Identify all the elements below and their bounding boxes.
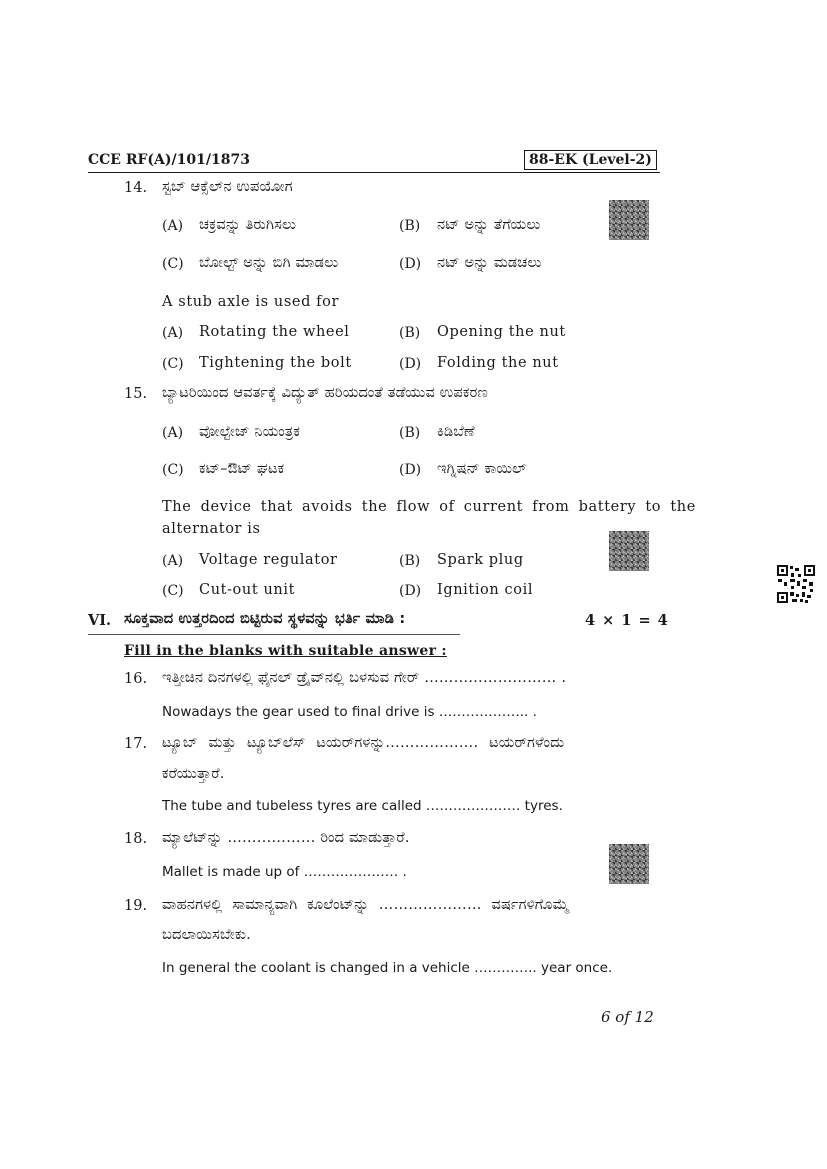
question-number-15: 15. [124,386,148,402]
q15-en-option-a-label: (A) [162,553,184,569]
question-17-kannada-line2: ಕರೆಯುತ್ತಾರೆ. [162,766,225,782]
question-number-19: 19. [124,898,148,914]
qr-code-icon [609,844,649,884]
q15-en-option-a: Voltage regulator [199,552,338,568]
question-number-14: 14. [124,180,148,196]
q15-kn-option-b: ಕಿಡಿಬೆಣೆ [437,424,475,440]
q15-en-option-b: Spark plug [437,552,524,568]
question-17-english: The tube and tubeless tyres are called ………………… tyres. [162,798,563,814]
q15-en-option-d-label: (D) [399,583,422,599]
section-rule [88,634,460,635]
question-19-kannada-line2: ಬದಲಾಯಿಸಬೇಕು. [162,927,251,943]
question-number-18: 18. [124,831,148,847]
q14-kn-option-d: ನಟ್ ಅನ್ನು ಮಡಚಲು [437,255,542,271]
q14-kn-option-d-label: (D) [399,256,422,272]
q14-en-option-a-label: (A) [162,325,184,341]
qr-code-icon [609,531,649,571]
q15-kn-option-c: ಕಟ್–ಔಟ್ ಘಟಕ [199,461,285,477]
question-17-kannada-line1: ಟ್ಯೂಬ್ ಮತ್ತು ಟ್ಯೂಬ್‌ಲೆಸ್ ಟಯರ್‌ಗಳನ್ನು………………. ಟಯರ್‌ಗಳೆಂದು [162,735,565,751]
qr-code-icon [609,200,649,240]
page-number: 6 of 12 [601,1008,654,1026]
question-16-english: Nowadays the gear used to final drive is ……………….. . [162,704,537,720]
question-18-kannada: ಮ್ಯಾಲೆಟ್‌ನ್ನು ……………… ರಿಂದ ಮಾಡುತ್ತಾರೆ. [162,830,410,846]
header-rule [88,172,660,173]
q14-en-option-b-label: (B) [399,325,421,341]
qr-code-icon [776,564,816,604]
question-16-kannada: ಇತ್ತೀಚಿನ ದಿನಗಳಲ್ಲಿ ಫೈನಲ್ ಡ್ರೈವ್‌ನಲ್ಲಿ ಬಳಸುವ ಗೇರ್ ……………………… . [162,670,567,686]
q14-kn-option-a: ಚಕ್ರವನ್ನು ತಿರುಗಿಸಲು [199,217,297,233]
q14-kn-option-a-label: (A) [162,218,184,234]
question-19-kannada-line1: ವಾಹನಗಳಲ್ಲಿ ಸಾಮಾನ್ಯವಾಗಿ ಕೂಲೆಂಟ್‌ನ್ನು ………………… ವರ್ಷಗಳಿಗೊಮ್ಮೆ [162,897,570,913]
question-15-english-line2: alternator is [162,521,261,537]
q14-en-option-a: Rotating the wheel [199,324,350,340]
q15-kn-option-c-label: (C) [162,462,184,478]
section-marks: 4 × 1 = 4 [585,612,668,629]
question-18-english: Mallet is made up of ………………… . [162,864,407,880]
q14-en-option-c: Tightening the bolt [199,355,352,371]
q15-en-option-c: Cut-out unit [199,582,296,598]
q14-en-option-d: Folding the nut [437,355,559,371]
q15-kn-option-d: ಇಗ್ನಿಷನ್ ಕಾಯಿಲ್ [437,461,527,477]
q14-kn-option-c-label: (C) [162,256,184,272]
paper-code: CCE RF(A)/101/1873 [88,152,250,168]
question-15-kannada: ಬ್ಯಾಟರಿಯಿಂದ ಆವರ್ತಕ್ಕೆ ವಿದ್ಯುತ್ ಹರಿಯದಂತೆ ತಡೆಯುವ ಉಪಕರಣ [162,385,489,401]
section-title-kannada: ಸೂಕ್ತವಾದ ಉತ್ತರದಿಂದ ಬಿಟ್ಟಿರುವ ಸ್ಥಳವನ್ನು ಭರ್ತಿ ಮಾಡಿ : [124,611,406,627]
question-19-english: In general the coolant is changed in a vehicle ………….. year once. [162,960,613,976]
level-code-box: 88-EK (Level-2) [524,150,657,170]
q14-kn-option-b-label: (B) [399,218,421,234]
section-title-english: Fill in the blanks with suitable answer : [124,643,447,659]
q14-en-option-d-label: (D) [399,356,422,372]
q15-kn-option-a-label: (A) [162,425,184,441]
q15-en-option-d: Ignition coil [437,582,534,598]
section-numeral: VI. [88,612,112,629]
question-number-16: 16. [124,671,148,687]
q14-en-option-b: Opening the nut [437,324,566,340]
q15-kn-option-d-label: (D) [399,462,422,478]
question-15-english-line1: The device that avoids the flow of current from battery to the [162,499,696,515]
question-14-kannada: ಸ್ಟಬ್ ಆಕ್ಸೆಲ್‌ನ ಉಪಯೋಗ [162,179,293,195]
question-number-17: 17. [124,736,148,752]
q14-kn-option-c: ಬೋಲ್ಟ್ ಅನ್ನು ಬಿಗಿ ಮಾಡಲು [199,255,339,271]
question-14-english: A stub axle is used for [162,294,339,310]
q14-kn-option-b: ನಟ್ ಅನ್ನು ತೆಗೆಯಲು [437,217,541,233]
q15-kn-option-a: ವೋಲ್ಟೇಜ್ ನಿಯಂತ್ರಕ [199,424,301,440]
q15-en-option-b-label: (B) [399,553,421,569]
q14-en-option-c-label: (C) [162,356,184,372]
q15-kn-option-b-label: (B) [399,425,421,441]
q15-en-option-c-label: (C) [162,583,184,599]
